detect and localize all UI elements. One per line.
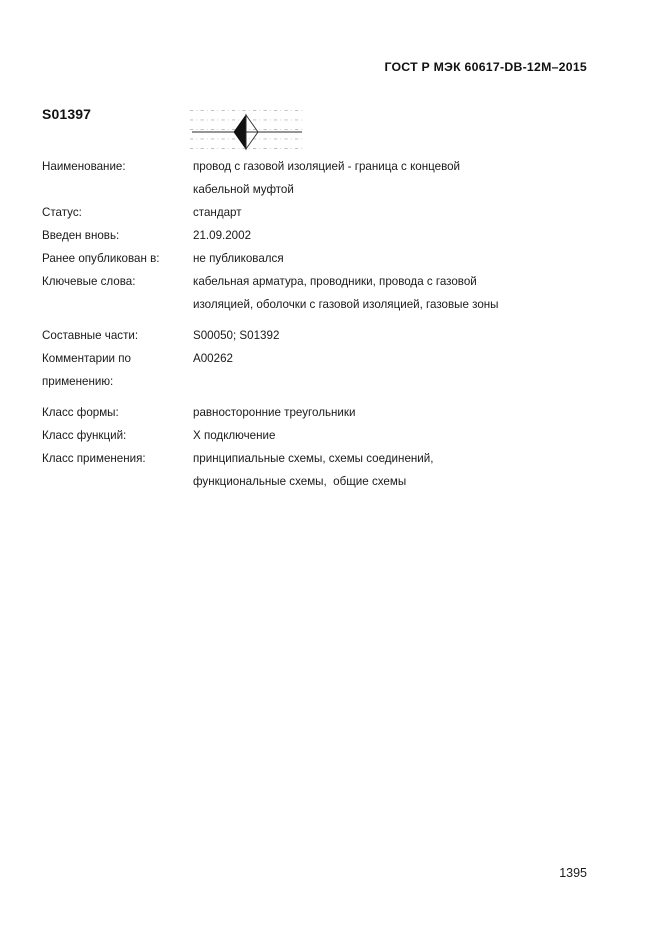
- property-label-application-class: [42, 447, 193, 470]
- property-value-function-class: [193, 424, 602, 447]
- property-row-keywords: [42, 270, 602, 316]
- property-label-component-parts: [42, 324, 193, 347]
- symbol-identifier: S01397: [42, 106, 92, 122]
- property-label-name: [42, 155, 193, 178]
- property-row-status: [42, 201, 602, 224]
- label-line: Класс применения:: [42, 452, 146, 465]
- symbol-properties-table: [42, 155, 602, 493]
- value-line: не публиковался: [193, 252, 284, 265]
- label-line: Составные части:: [42, 329, 139, 342]
- property-row-newly-introduced: [42, 224, 602, 247]
- property-row-application-comments: [42, 347, 602, 393]
- property-value-shape-class: [193, 401, 602, 424]
- property-value-application-class: [193, 447, 602, 493]
- property-row-name: [42, 155, 602, 201]
- value-line: равносторонние треугольники: [193, 406, 356, 419]
- value-line: изоляцией, оболочки с газовой изоляцией, газовые зоны: [193, 298, 499, 311]
- property-label-function-class: [42, 424, 193, 447]
- document-header-standard-title: ГОСТ Р МЭК 60617-DB-12M–2015: [384, 60, 587, 74]
- label-line: Наименование:: [42, 160, 126, 173]
- page-number: 1395: [559, 866, 587, 880]
- label-line: Ранее опубликован в:: [42, 252, 160, 265]
- property-row-application-class: [42, 447, 602, 493]
- property-value-newly-introduced: [193, 224, 602, 247]
- property-label-application-comments: [42, 347, 193, 393]
- label-line: Ключевые слова:: [42, 275, 136, 288]
- property-label-shape-class: [42, 401, 193, 424]
- property-label-newly-introduced: [42, 224, 193, 247]
- label-line: Введен вновь:: [42, 229, 120, 242]
- property-value-application-comments: [193, 347, 602, 370]
- property-value-name: [193, 155, 602, 201]
- label-line: применению:: [42, 375, 114, 388]
- symbol-graphic: [190, 110, 304, 154]
- property-label-status: [42, 201, 193, 224]
- value-line: X подключение: [193, 429, 276, 442]
- value-line: провод с газовой изоляцией - граница с концевой: [193, 160, 461, 173]
- label-line: Статус:: [42, 206, 82, 219]
- property-value-previously-published: [193, 247, 602, 270]
- label-line: Класс формы:: [42, 406, 119, 419]
- value-line: функциональные схемы, общие схемы: [193, 475, 407, 488]
- value-line: A00262: [193, 352, 233, 365]
- label-line: Комментарии по: [42, 352, 131, 365]
- label-line: Класс функций:: [42, 429, 127, 442]
- property-row-shape-class: [42, 401, 602, 424]
- value-line: принципиальные схемы, схемы соединений,: [193, 452, 434, 465]
- property-row-function-class: [42, 424, 602, 447]
- property-row-previously-published: [42, 247, 602, 270]
- property-value-keywords: [193, 270, 602, 316]
- property-label-previously-published: [42, 247, 193, 270]
- value-line: S00050; S01392: [193, 329, 280, 342]
- property-value-component-parts: [193, 324, 602, 347]
- value-line: кабельная арматура, проводники, провода с газовой: [193, 275, 477, 288]
- property-label-keywords: [42, 270, 193, 293]
- value-line: кабельной муфтой: [193, 183, 294, 196]
- gas-insulated-conductor-boundary-icon: [190, 110, 304, 154]
- value-line: 21.09.2002: [193, 229, 252, 242]
- property-row-component-parts: [42, 324, 602, 347]
- property-value-status: [193, 201, 602, 224]
- value-line: стандарт: [193, 206, 242, 219]
